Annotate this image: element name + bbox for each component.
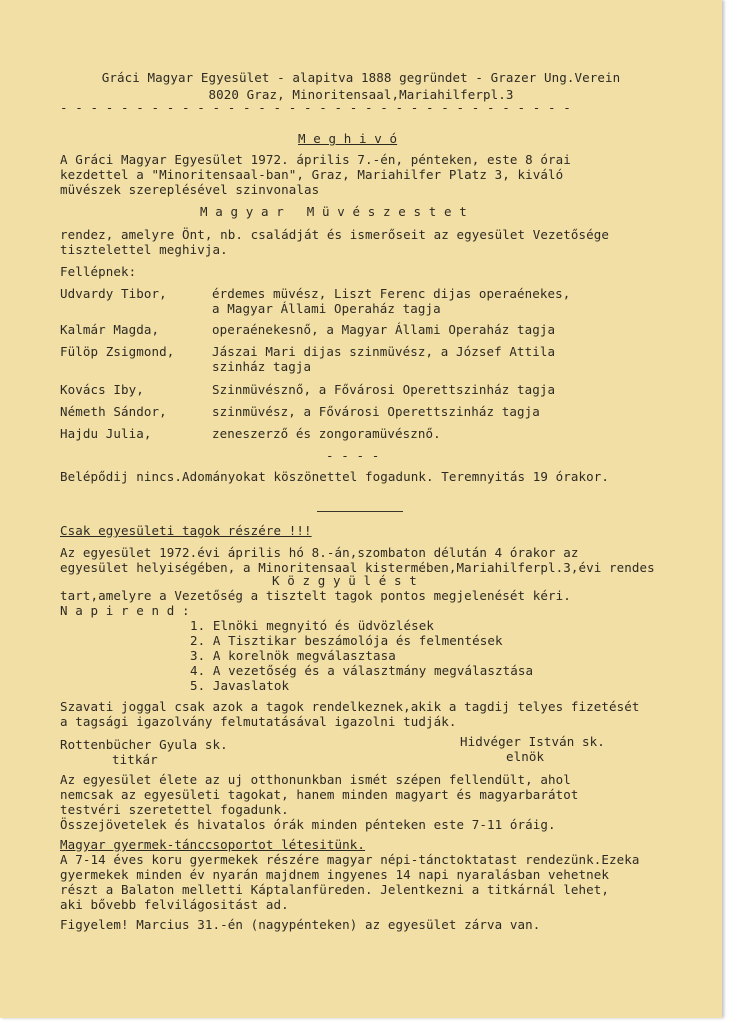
section-divider: [317, 511, 403, 512]
meeting-title: K ö z g y ü l é s t: [272, 573, 417, 588]
header-dashes: - - - - - - - - - - - - - - - - - - - - - - - - - - - - - - - - - -: [60, 100, 571, 115]
performer-name: Udvardy Tibor,: [60, 286, 167, 301]
performer-desc: szinmüvész, a Fővárosi Operettszinház tagja: [212, 404, 540, 419]
performer-name: Németh Sándor,: [60, 404, 167, 419]
performer-desc: érdemes müvész, Liszt Ferenc dijas operaénekes,: [212, 286, 571, 301]
members-p5-line-3: részt a Balaton melletti Káptalanfüreden. Jelentkezni a titkárnál lehet,: [60, 882, 610, 897]
signature-secretary-role: titkár: [112, 752, 158, 767]
performer-desc: Jászai Mari dijas szinmüvész, a József Attila: [212, 344, 556, 359]
members-p4-line-4: Összejövetelek és hivatalos órák minden pénteken este 7-11 óráig.: [60, 817, 556, 832]
signature-secretary-name: Rottenbücher Gyula sk.: [60, 737, 228, 752]
performer-desc-cont: szinház tagja: [212, 359, 312, 374]
members-p1-line-1: Az egyesület 1972.évi április hó 8.-án,szombaton délután 4 órakor az: [60, 545, 579, 560]
invitation-title: M e g h i v ó: [298, 131, 398, 146]
header-line-2: 8020 Graz, Minoritensaal,Mariahilferpl.3: [208, 87, 514, 102]
invitation-p1-line-3: müvészek szereplésével szinvonalas: [60, 182, 320, 197]
closure-notice: Figyelem! Marcius 31.-én (nagypénteken) az egyesület zárva van.: [60, 917, 541, 932]
invitation-p1-line-1: A Gráci Magyar Egyesület 1972. április 7.-én, pénteken, este 8 órai: [60, 152, 571, 167]
members-p3-line-2: a tagsági igazolvány felmutatásával igazolni tudják.: [60, 714, 457, 729]
members-p5-line-2: gyermekek minden év nyarán majdnem ingyenes 14 napi nyaralásban vehetnek: [60, 867, 610, 882]
performer-name: Kovács Iby,: [60, 382, 144, 397]
members-p1-line-2: egyesület helyiségében, a Minoritensaal kistermében,Mariahilferpl.3,évi rendes: [60, 560, 655, 575]
invitation-p2-line-1: rendez, amelyre Önt, nb. családját és ismerőseit az egyesület Vezetősége: [60, 227, 610, 242]
signature-president-name: Hidvéger István sk.: [460, 734, 605, 749]
performer-name: Hajdu Julia,: [60, 426, 152, 441]
performers-label: Fellépnek:: [60, 264, 137, 279]
entry-note: Belépődij nincs.Adományokat köszönettel fogadunk. Teremnyitás 19 órakor.: [60, 469, 610, 484]
invitation-p1-line-2: kezdettel a "Minoritensaal-ban", Graz, Mariahilfer Platz 3, kiváló: [60, 167, 564, 182]
agenda-item: 4. A vezetőség és a választmány megválasztása: [190, 663, 534, 678]
performer-name: Fülöp Zsigmond,: [60, 344, 175, 359]
members-p4-line-1: Az egyesület élete az uj otthonunkban ismét szépen fellendült, ahol: [60, 772, 571, 787]
performer-name: Kalmár Magda,: [60, 322, 160, 337]
members-p4-line-3: testvéri szeretettel fogadunk.: [60, 802, 289, 817]
agenda-label: N a p i r e n d :: [60, 603, 190, 618]
dance-group-title: Magyar gyermek-tánccsoportot létesitünk.: [60, 837, 366, 852]
performer-desc-cont: a Magyar Állami Operaház tagja: [212, 301, 441, 316]
agenda-item: 3. A korelnök megválasztasa: [190, 648, 396, 663]
agenda-item: 5. Javaslatok: [190, 678, 290, 693]
members-title: Csak egyesületi tagok részére !!!: [60, 523, 312, 538]
members-p5-line-1: A 7-14 éves koru gyermekek részére magyar népi-tánctoktatast rendezünk.Ezeka: [60, 852, 640, 867]
members-p5-line-4: aki bővebb felvilágositást ad.: [60, 897, 289, 912]
header-line-1: Gráci Magyar Egyesület - alapitva 1888 gegründet - Grazer Ung.Verein: [101, 70, 621, 85]
agenda-item: 2. A Tisztikar beszámolója és felmentések: [190, 633, 503, 648]
members-p4-line-2: nemcsak az egyesületi tagokat, hanem minden magyart és magyarbarátot: [60, 787, 579, 802]
agenda-item: 1. Elnöki megnyitó és üdvözlések: [190, 618, 435, 633]
performer-desc: operaénekesnő, a Magyar Állami Operaház tagja: [212, 322, 556, 337]
members-p3-line-1: Szavati joggal csak azok a tagok rendelkeznek,akik a tagdij telyes fizetését: [60, 699, 640, 714]
event-title: M a g y a r M ü v é s z e s t e t: [200, 204, 467, 219]
performer-desc: zeneszerző és zongoramüvésznő.: [212, 426, 441, 441]
invitation-p2-line-2: tisztelettel meghivja.: [60, 242, 228, 257]
performer-desc: Szinmüvésznő, a Fővárosi Operettszinház tagja: [212, 382, 556, 397]
signature-president-role: elnök: [506, 749, 545, 764]
separator-dashes: - - - -: [326, 448, 380, 463]
members-p2: tart,amelyre a Vezetőség a tisztelt tagok pontos megjelenését kéri.: [60, 588, 571, 603]
